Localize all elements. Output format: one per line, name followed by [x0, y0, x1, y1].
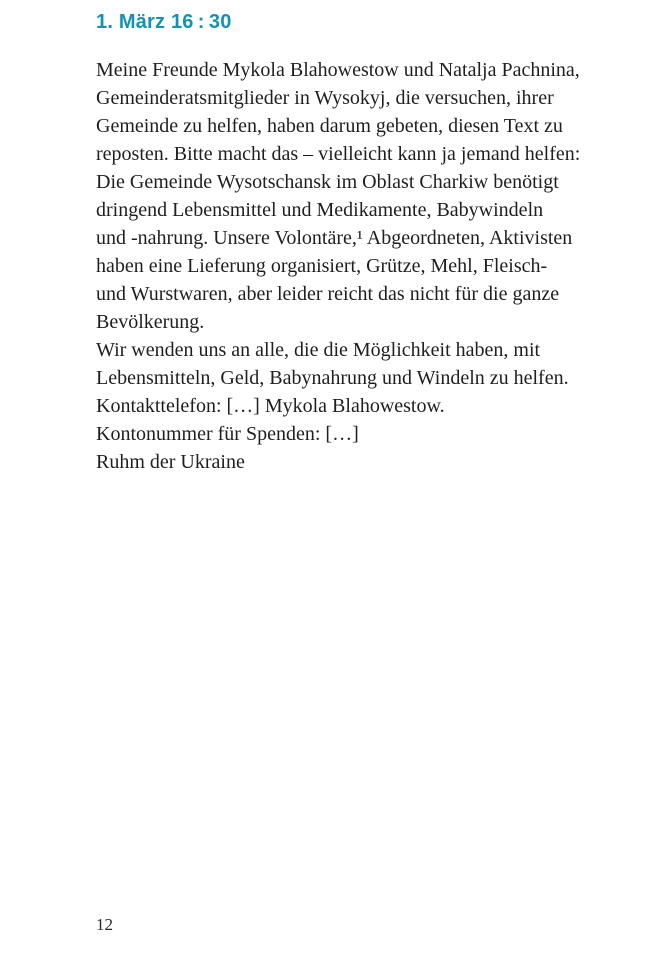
text-line: und -nahrung. Unsere Volontäre,¹ Abgeordneten, Aktivisten [96, 227, 573, 249]
text-line: Bevölkerung. [96, 311, 205, 333]
text-line: Gemeinde zu helfen, haben darum gebeten, diesen Text zu [96, 115, 563, 137]
entry-datetime-heading: 1. März 16 : 30 [96, 11, 232, 33]
text-line: Wir wenden uns an alle, die die Möglichkeit haben, mit [96, 339, 541, 361]
text-line: haben eine Lieferung organisiert, Grütze, Mehl, Fleisch- [96, 255, 548, 277]
text-line: Lebensmitteln, Geld, Babynahrung und Windeln zu helfen. [96, 367, 569, 389]
entry-body [96, 56, 596, 476]
text-line: Gemeinderatsmitglieder in Wysokyj, die versuchen, ihrer [96, 87, 554, 109]
page-number: 12 [96, 915, 113, 934]
text-line: dringend Lebensmittel und Medikamente, Babywindeln [96, 199, 544, 221]
text-line: Kontakttelefon: […] Mykola Blahowestow. [96, 395, 445, 417]
text-line: Ruhm der Ukraine [96, 451, 245, 473]
text-line: Meine Freunde Mykola Blahowestow und Natalja Pachnina, [96, 59, 580, 81]
text-line: reposten. Bitte macht das – vielleicht kann ja jemand helfen: [96, 143, 581, 165]
text-line: Kontonummer für Spenden: […] [96, 423, 359, 445]
text-line: Die Gemeinde Wysotschansk im Oblast Charkiw benötigt [96, 171, 559, 193]
text-line: und Wurstwaren, aber leider reicht das nicht für die ganze [96, 283, 560, 305]
